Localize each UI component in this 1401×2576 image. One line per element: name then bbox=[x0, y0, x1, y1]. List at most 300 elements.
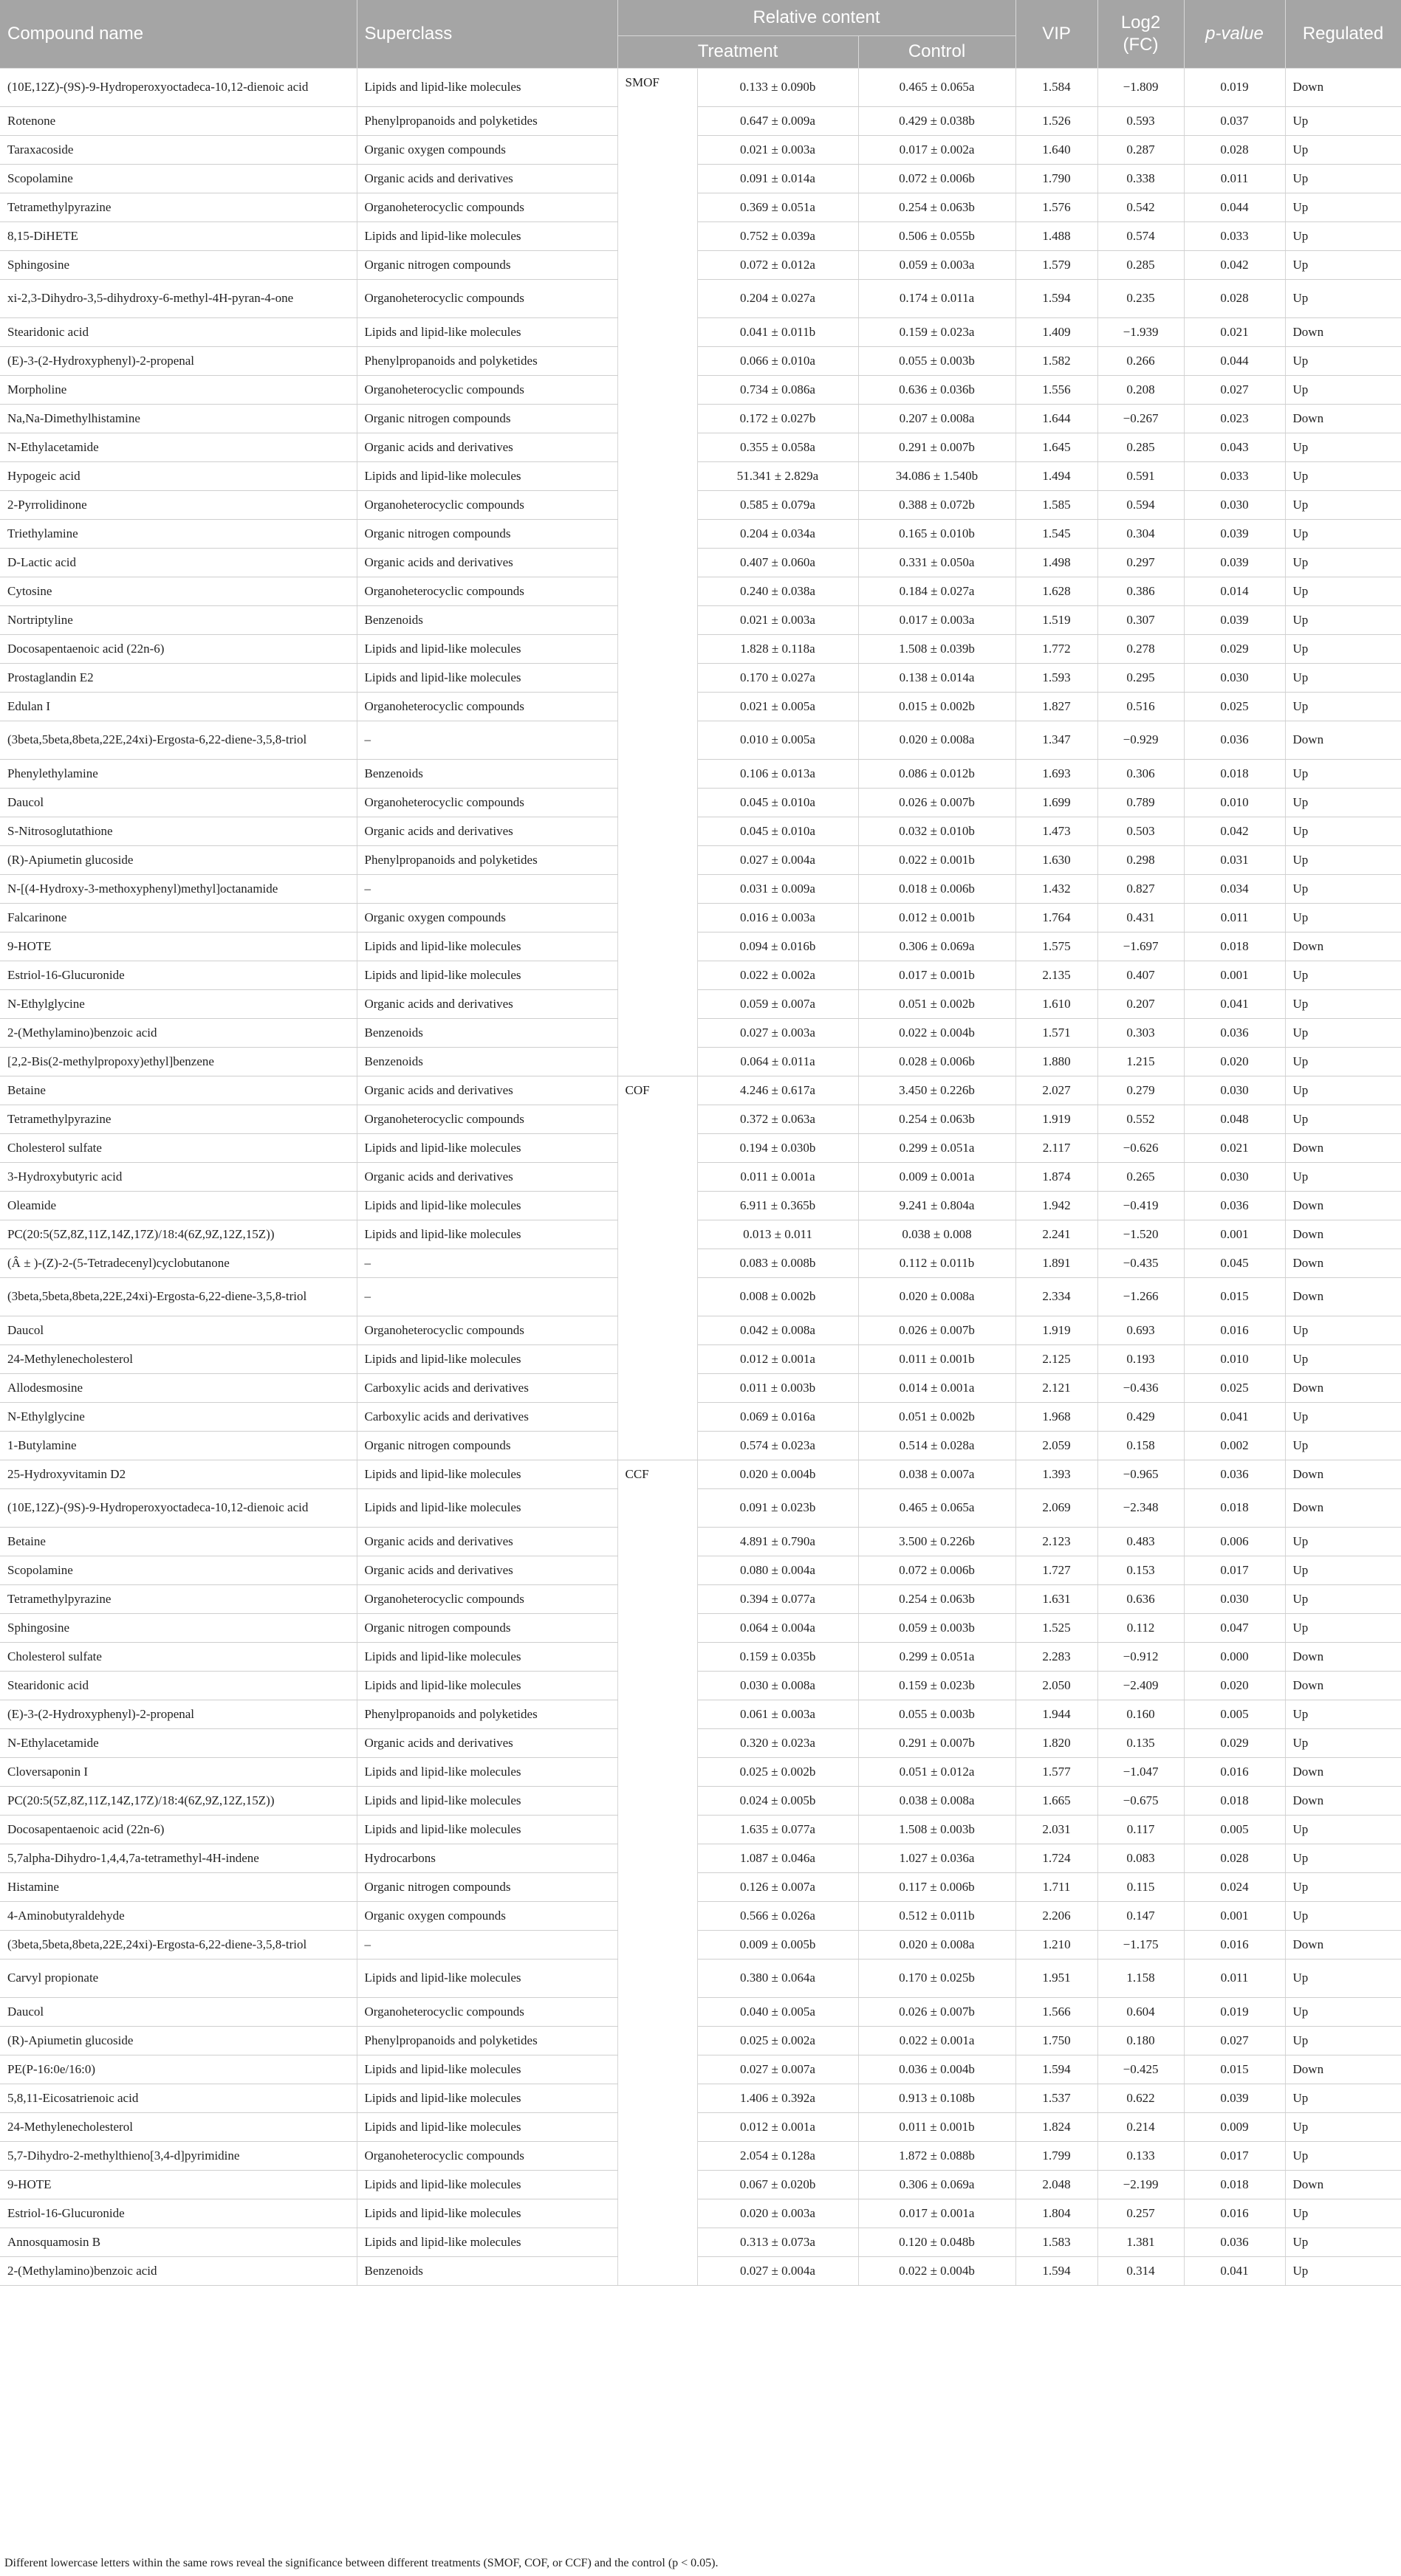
control-value-cell: 0.306 ± 0.069a bbox=[858, 2170, 1015, 2199]
regulated-cell: Down bbox=[1285, 68, 1401, 106]
vip-cell: 2.125 bbox=[1015, 1344, 1097, 1373]
p-value-cell: 0.001 bbox=[1184, 1220, 1285, 1248]
log2fc-cell: 0.193 bbox=[1097, 1344, 1184, 1373]
p-value-cell: 0.028 bbox=[1184, 279, 1285, 317]
vip-cell: 1.665 bbox=[1015, 1786, 1097, 1815]
log2fc-cell: 0.503 bbox=[1097, 817, 1184, 845]
treatment-value-cell: 4.891 ± 0.790a bbox=[697, 1527, 858, 1556]
control-value-cell: 0.207 ± 0.008a bbox=[858, 404, 1015, 433]
regulated-cell: Down bbox=[1285, 2170, 1401, 2199]
p-value-cell: 0.028 bbox=[1184, 1844, 1285, 1872]
table-row bbox=[0, 1872, 1401, 1901]
table-row bbox=[0, 375, 1401, 404]
table-row bbox=[0, 874, 1401, 903]
regulated-cell: Up bbox=[1285, 164, 1401, 193]
log2fc-cell: −1.175 bbox=[1097, 1930, 1184, 1959]
log2fc-cell: −0.425 bbox=[1097, 2055, 1184, 2084]
superclass-cell: Organoheterocyclic compounds bbox=[357, 279, 617, 317]
vip-cell: 1.944 bbox=[1015, 1700, 1097, 1728]
log2fc-cell: 0.257 bbox=[1097, 2199, 1184, 2228]
table-row bbox=[0, 759, 1401, 788]
superclass-cell: Organoheterocyclic compounds bbox=[357, 577, 617, 605]
superclass-cell: Lipids and lipid-like molecules bbox=[357, 317, 617, 346]
vip-cell: 1.711 bbox=[1015, 1872, 1097, 1901]
header-control: Control bbox=[858, 35, 1015, 68]
table-row bbox=[0, 1191, 1401, 1220]
treatment-value-cell: 0.027 ± 0.004a bbox=[697, 2256, 858, 2285]
control-value-cell: 0.299 ± 0.051a bbox=[858, 1642, 1015, 1671]
p-value-cell: 0.020 bbox=[1184, 1671, 1285, 1700]
log2fc-cell: 1.381 bbox=[1097, 2228, 1184, 2256]
regulated-cell: Up bbox=[1285, 1584, 1401, 1613]
superclass-cell: Organic nitrogen compounds bbox=[357, 1613, 617, 1642]
regulated-cell: Up bbox=[1285, 1613, 1401, 1642]
regulated-cell: Up bbox=[1285, 519, 1401, 548]
treatment-value-cell: 0.394 ± 0.077a bbox=[697, 1584, 858, 1613]
regulated-cell: Up bbox=[1285, 2199, 1401, 2228]
compound-name-cell: (3beta,5beta,8beta,22E,24xi)-Ergosta-6,22-diene-3,5,8-triol bbox=[0, 721, 357, 759]
p-value-cell: 0.015 bbox=[1184, 2055, 1285, 2084]
compound-name-cell: 2-(Methylamino)benzoic acid bbox=[0, 1018, 357, 1047]
log2fc-cell: 0.542 bbox=[1097, 193, 1184, 221]
vip-cell: 1.498 bbox=[1015, 548, 1097, 577]
regulated-cell: Up bbox=[1285, 2112, 1401, 2141]
compound-name-cell: Nortriptyline bbox=[0, 605, 357, 634]
log2fc-cell: 0.789 bbox=[1097, 788, 1184, 817]
vip-cell: 1.409 bbox=[1015, 317, 1097, 346]
vip-cell: 2.206 bbox=[1015, 1901, 1097, 1930]
table-row bbox=[0, 1757, 1401, 1786]
treatment-group-cell: COF bbox=[617, 1076, 697, 1460]
control-value-cell: 1.027 ± 0.036a bbox=[858, 1844, 1015, 1872]
vip-cell: 2.031 bbox=[1015, 1815, 1097, 1844]
superclass-cell: Lipids and lipid-like molecules bbox=[357, 1642, 617, 1671]
superclass-cell: Lipids and lipid-like molecules bbox=[357, 1460, 617, 1488]
compound-name-cell: Estriol-16-Glucuronide bbox=[0, 2199, 357, 2228]
p-value-cell: 0.030 bbox=[1184, 663, 1285, 692]
regulated-cell: Down bbox=[1285, 404, 1401, 433]
superclass-cell: Lipids and lipid-like molecules bbox=[357, 2228, 617, 2256]
vip-cell: 2.135 bbox=[1015, 961, 1097, 989]
treatment-value-cell: 1.828 ± 0.118a bbox=[697, 634, 858, 663]
vip-cell: 1.631 bbox=[1015, 1584, 1097, 1613]
compound-name-cell: 25-Hydroxyvitamin D2 bbox=[0, 1460, 357, 1488]
p-value-cell: 0.011 bbox=[1184, 1959, 1285, 1997]
treatment-value-cell: 0.194 ± 0.030b bbox=[697, 1133, 858, 1162]
log2fc-cell: 0.574 bbox=[1097, 221, 1184, 250]
treatment-value-cell: 0.045 ± 0.010a bbox=[697, 788, 858, 817]
vip-cell: 1.880 bbox=[1015, 1047, 1097, 1076]
p-value-cell: 0.041 bbox=[1184, 2256, 1285, 2285]
control-value-cell: 0.465 ± 0.065a bbox=[858, 68, 1015, 106]
regulated-cell: Up bbox=[1285, 1527, 1401, 1556]
table-row bbox=[0, 106, 1401, 135]
superclass-cell: Lipids and lipid-like molecules bbox=[357, 2199, 617, 2228]
superclass-cell: – bbox=[357, 1930, 617, 1959]
compound-name-cell: Morpholine bbox=[0, 375, 357, 404]
control-value-cell: 0.055 ± 0.003b bbox=[858, 1700, 1015, 1728]
treatment-value-cell: 0.011 ± 0.003b bbox=[697, 1373, 858, 1402]
regulated-cell: Up bbox=[1285, 1344, 1401, 1373]
log2fc-cell: 0.622 bbox=[1097, 2084, 1184, 2112]
p-value-cell: 0.011 bbox=[1184, 903, 1285, 932]
treatment-value-cell: 0.020 ± 0.003a bbox=[697, 2199, 858, 2228]
superclass-cell: Lipids and lipid-like molecules bbox=[357, 2112, 617, 2141]
treatment-value-cell: 0.080 ± 0.004a bbox=[697, 1556, 858, 1584]
compound-name-cell: Cholesterol sulfate bbox=[0, 1642, 357, 1671]
treatment-value-cell: 0.027 ± 0.003a bbox=[697, 1018, 858, 1047]
table-row bbox=[0, 1133, 1401, 1162]
superclass-cell: Organic nitrogen compounds bbox=[357, 1431, 617, 1460]
superclass-cell: Lipids and lipid-like molecules bbox=[357, 1191, 617, 1220]
table-row bbox=[0, 548, 1401, 577]
treatment-value-cell: 0.407 ± 0.060a bbox=[697, 548, 858, 577]
p-value-cell: 0.019 bbox=[1184, 1997, 1285, 2026]
p-value-cell: 0.017 bbox=[1184, 1556, 1285, 1584]
control-value-cell: 0.072 ± 0.006b bbox=[858, 164, 1015, 193]
superclass-cell: Organic nitrogen compounds bbox=[357, 519, 617, 548]
treatment-value-cell: 0.566 ± 0.026a bbox=[697, 1901, 858, 1930]
table-row bbox=[0, 2256, 1401, 2285]
vip-cell: 1.488 bbox=[1015, 221, 1097, 250]
treatment-value-cell: 0.752 ± 0.039a bbox=[697, 221, 858, 250]
superclass-cell: Lipids and lipid-like molecules bbox=[357, 663, 617, 692]
superclass-cell: Organic oxygen compounds bbox=[357, 135, 617, 164]
compound-name-cell: Cloversaponin I bbox=[0, 1757, 357, 1786]
table-row bbox=[0, 1815, 1401, 1844]
control-value-cell: 0.014 ± 0.001a bbox=[858, 1373, 1015, 1402]
regulated-cell: Up bbox=[1285, 279, 1401, 317]
p-value-cell: 0.018 bbox=[1184, 1488, 1285, 1527]
regulated-cell: Up bbox=[1285, 1162, 1401, 1191]
header-relative-content: Relative content bbox=[617, 0, 1015, 35]
compound-name-cell: 8,15-DiHETE bbox=[0, 221, 357, 250]
compound-name-cell: Daucol bbox=[0, 1316, 357, 1344]
treatment-value-cell: 0.021 ± 0.003a bbox=[697, 605, 858, 634]
control-value-cell: 3.450 ± 0.226b bbox=[858, 1076, 1015, 1105]
header-treatment: Treatment bbox=[617, 35, 858, 68]
compound-name-cell: S-Nitrosoglutathione bbox=[0, 817, 357, 845]
control-value-cell: 0.026 ± 0.007b bbox=[858, 788, 1015, 817]
control-value-cell: 0.159 ± 0.023a bbox=[858, 317, 1015, 346]
treatment-value-cell: 0.734 ± 0.086a bbox=[697, 375, 858, 404]
table-row bbox=[0, 2141, 1401, 2170]
p-value-cell: 0.042 bbox=[1184, 250, 1285, 279]
p-value-cell: 0.018 bbox=[1184, 932, 1285, 961]
log2fc-cell: −0.965 bbox=[1097, 1460, 1184, 1488]
compound-name-cell: Sphingosine bbox=[0, 250, 357, 279]
table-row bbox=[0, 1959, 1401, 1997]
regulated-cell: Up bbox=[1285, 817, 1401, 845]
compound-name-cell: 9-HOTE bbox=[0, 932, 357, 961]
p-value-cell: 0.029 bbox=[1184, 634, 1285, 663]
regulated-cell: Up bbox=[1285, 634, 1401, 663]
table-row bbox=[0, 2112, 1401, 2141]
compound-name-cell: Taraxacoside bbox=[0, 135, 357, 164]
vip-cell: 1.824 bbox=[1015, 2112, 1097, 2141]
regulated-cell: Up bbox=[1285, 788, 1401, 817]
treatment-value-cell: 0.041 ± 0.011b bbox=[697, 317, 858, 346]
control-value-cell: 0.028 ± 0.006b bbox=[858, 1047, 1015, 1076]
superclass-cell: Lipids and lipid-like molecules bbox=[357, 961, 617, 989]
table-row bbox=[0, 1248, 1401, 1277]
compound-name-cell: [2,2-Bis(2-methylpropoxy)ethyl]benzene bbox=[0, 1047, 357, 1076]
control-value-cell: 3.500 ± 0.226b bbox=[858, 1527, 1015, 1556]
log2fc-cell: 0.158 bbox=[1097, 1431, 1184, 1460]
compound-name-cell: Tetramethylpyrazine bbox=[0, 193, 357, 221]
regulated-cell: Up bbox=[1285, 346, 1401, 375]
treatment-value-cell: 1.087 ± 0.046a bbox=[697, 1844, 858, 1872]
log2fc-cell: 0.083 bbox=[1097, 1844, 1184, 1872]
control-value-cell: 0.165 ± 0.010b bbox=[858, 519, 1015, 548]
vip-cell: 1.919 bbox=[1015, 1316, 1097, 1344]
table-row bbox=[0, 817, 1401, 845]
log2fc-cell: 0.133 bbox=[1097, 2141, 1184, 2170]
compound-name-cell: (Â ± )-(Z)-2-(5-Tetradecenyl)cyclobutanone bbox=[0, 1248, 357, 1277]
p-value-cell: 0.028 bbox=[1184, 135, 1285, 164]
superclass-cell: Organic acids and derivatives bbox=[357, 164, 617, 193]
compound-name-cell: Sphingosine bbox=[0, 1613, 357, 1642]
regulated-cell: Up bbox=[1285, 2256, 1401, 2285]
log2fc-cell: 0.303 bbox=[1097, 1018, 1184, 1047]
superclass-cell: Lipids and lipid-like molecules bbox=[357, 932, 617, 961]
p-value-cell: 0.042 bbox=[1184, 817, 1285, 845]
regulated-cell: Up bbox=[1285, 1431, 1401, 1460]
treatment-value-cell: 0.172 ± 0.027b bbox=[697, 404, 858, 433]
superclass-cell: Lipids and lipid-like molecules bbox=[357, 461, 617, 490]
control-value-cell: 0.038 ± 0.007a bbox=[858, 1460, 1015, 1488]
superclass-cell: Organoheterocyclic compounds bbox=[357, 193, 617, 221]
log2fc-cell: 0.112 bbox=[1097, 1613, 1184, 1642]
table-row bbox=[0, 2026, 1401, 2055]
p-value-cell: 0.015 bbox=[1184, 1277, 1285, 1316]
regulated-cell: Up bbox=[1285, 106, 1401, 135]
vip-cell: 1.494 bbox=[1015, 461, 1097, 490]
regulated-cell: Up bbox=[1285, 1047, 1401, 1076]
treatment-value-cell: 0.126 ± 0.007a bbox=[697, 1872, 858, 1901]
control-value-cell: 0.051 ± 0.012a bbox=[858, 1757, 1015, 1786]
compound-name-cell: Betaine bbox=[0, 1527, 357, 1556]
superclass-cell: Organic acids and derivatives bbox=[357, 989, 617, 1018]
treatment-value-cell: 0.025 ± 0.002a bbox=[697, 2026, 858, 2055]
table-row bbox=[0, 1431, 1401, 1460]
log2fc-cell: 0.287 bbox=[1097, 135, 1184, 164]
superclass-cell: Phenylpropanoids and polyketides bbox=[357, 845, 617, 874]
superclass-cell: Organoheterocyclic compounds bbox=[357, 788, 617, 817]
treatment-group-cell: SMOF bbox=[617, 68, 697, 1076]
superclass-cell: Organic nitrogen compounds bbox=[357, 404, 617, 433]
compound-name-cell: (10E,12Z)-(9S)-9-Hydroperoxyoctadeca-10,12-dienoic acid bbox=[0, 68, 357, 106]
vip-cell: 2.050 bbox=[1015, 1671, 1097, 1700]
vip-cell: 1.750 bbox=[1015, 2026, 1097, 2055]
table-row bbox=[0, 1162, 1401, 1191]
regulated-cell: Up bbox=[1285, 845, 1401, 874]
superclass-cell: Hydrocarbons bbox=[357, 1844, 617, 1872]
table-row bbox=[0, 1373, 1401, 1402]
superclass-cell: Lipids and lipid-like molecules bbox=[357, 1959, 617, 1997]
treatment-value-cell: 0.170 ± 0.027a bbox=[697, 663, 858, 692]
table-row bbox=[0, 663, 1401, 692]
log2fc-cell: 0.594 bbox=[1097, 490, 1184, 519]
log2fc-cell: 0.147 bbox=[1097, 1901, 1184, 1930]
log2fc-cell: 0.693 bbox=[1097, 1316, 1184, 1344]
treatment-value-cell: 0.027 ± 0.004a bbox=[697, 845, 858, 874]
table-row bbox=[0, 2170, 1401, 2199]
log2fc-cell: 0.307 bbox=[1097, 605, 1184, 634]
vip-cell: 1.519 bbox=[1015, 605, 1097, 634]
treatment-value-cell: 2.054 ± 0.128a bbox=[697, 2141, 858, 2170]
log2fc-cell: 1.215 bbox=[1097, 1047, 1184, 1076]
control-value-cell: 0.429 ± 0.038b bbox=[858, 106, 1015, 135]
control-value-cell: 0.022 ± 0.001a bbox=[858, 2026, 1015, 2055]
table-row bbox=[0, 1671, 1401, 1700]
table-row bbox=[0, 519, 1401, 548]
log2fc-cell: 0.153 bbox=[1097, 1556, 1184, 1584]
compound-name-cell: Scopolamine bbox=[0, 1556, 357, 1584]
table-row bbox=[0, 433, 1401, 461]
control-value-cell: 34.086 ± 1.540b bbox=[858, 461, 1015, 490]
log2fc-cell: 1.158 bbox=[1097, 1959, 1184, 1997]
control-value-cell: 0.022 ± 0.001b bbox=[858, 845, 1015, 874]
regulated-cell: Down bbox=[1285, 317, 1401, 346]
regulated-cell: Up bbox=[1285, 548, 1401, 577]
vip-cell: 1.764 bbox=[1015, 903, 1097, 932]
control-value-cell: 0.159 ± 0.023b bbox=[858, 1671, 1015, 1700]
p-value-cell: 0.043 bbox=[1184, 433, 1285, 461]
treatment-value-cell: 0.091 ± 0.014a bbox=[697, 164, 858, 193]
control-value-cell: 0.017 ± 0.001b bbox=[858, 961, 1015, 989]
p-value-cell: 0.019 bbox=[1184, 68, 1285, 106]
table-row bbox=[0, 1728, 1401, 1757]
compound-name-cell: Daucol bbox=[0, 1997, 357, 2026]
regulated-cell: Up bbox=[1285, 1997, 1401, 2026]
vip-cell: 1.610 bbox=[1015, 989, 1097, 1018]
table-row bbox=[0, 1105, 1401, 1133]
compound-name-cell: Na,Na-Dimethylhistamine bbox=[0, 404, 357, 433]
control-value-cell: 0.465 ± 0.065a bbox=[858, 1488, 1015, 1527]
control-value-cell: 0.012 ± 0.001b bbox=[858, 903, 1015, 932]
treatment-value-cell: 0.574 ± 0.023a bbox=[697, 1431, 858, 1460]
log2fc-cell: −1.809 bbox=[1097, 68, 1184, 106]
superclass-cell: Organic acids and derivatives bbox=[357, 1728, 617, 1757]
superclass-cell: Lipids and lipid-like molecules bbox=[357, 221, 617, 250]
compound-name-cell: Oleamide bbox=[0, 1191, 357, 1220]
log2fc-cell: −0.912 bbox=[1097, 1642, 1184, 1671]
compound-name-cell: D-Lactic acid bbox=[0, 548, 357, 577]
log2fc-cell: 0.593 bbox=[1097, 106, 1184, 135]
regulated-cell: Down bbox=[1285, 1930, 1401, 1959]
p-value-cell: 0.036 bbox=[1184, 1460, 1285, 1488]
p-value-cell: 0.036 bbox=[1184, 1018, 1285, 1047]
control-value-cell: 0.051 ± 0.002b bbox=[858, 1402, 1015, 1431]
vip-cell: 1.804 bbox=[1015, 2199, 1097, 2228]
superclass-cell: – bbox=[357, 1248, 617, 1277]
p-value-cell: 0.047 bbox=[1184, 1613, 1285, 1642]
regulated-cell: Down bbox=[1285, 1373, 1401, 1402]
superclass-cell: Benzenoids bbox=[357, 1018, 617, 1047]
table-row bbox=[0, 1047, 1401, 1076]
p-value-cell: 0.014 bbox=[1184, 577, 1285, 605]
compound-name-cell: 4-Aminobutyraldehyde bbox=[0, 1901, 357, 1930]
compound-name-cell: Phenylethylamine bbox=[0, 759, 357, 788]
table-row bbox=[0, 221, 1401, 250]
p-value-cell: 0.039 bbox=[1184, 519, 1285, 548]
log2fc-cell: 0.115 bbox=[1097, 1872, 1184, 1901]
vip-cell: 1.593 bbox=[1015, 663, 1097, 692]
table-row bbox=[0, 461, 1401, 490]
regulated-cell: Up bbox=[1285, 989, 1401, 1018]
superclass-cell: Phenylpropanoids and polyketides bbox=[357, 346, 617, 375]
p-value-cell: 0.034 bbox=[1184, 874, 1285, 903]
table-body bbox=[0, 68, 1401, 2285]
vip-cell: 1.772 bbox=[1015, 634, 1097, 663]
table-row bbox=[0, 68, 1401, 106]
control-value-cell: 0.170 ± 0.025b bbox=[858, 1959, 1015, 1997]
control-value-cell: 0.072 ± 0.006b bbox=[858, 1556, 1015, 1584]
log2fc-cell: −0.435 bbox=[1097, 1248, 1184, 1277]
log2fc-cell: −1.266 bbox=[1097, 1277, 1184, 1316]
table-row bbox=[0, 1277, 1401, 1316]
p-value-cell: 0.036 bbox=[1184, 2228, 1285, 2256]
compound-name-cell: Daucol bbox=[0, 788, 357, 817]
treatment-value-cell: 0.021 ± 0.003a bbox=[697, 135, 858, 164]
superclass-cell: Benzenoids bbox=[357, 1047, 617, 1076]
vip-cell: 1.919 bbox=[1015, 1105, 1097, 1133]
treatment-value-cell: 0.020 ± 0.004b bbox=[697, 1460, 858, 1488]
table-row bbox=[0, 692, 1401, 721]
log2fc-cell: 0.407 bbox=[1097, 961, 1184, 989]
table-row bbox=[0, 1997, 1401, 2026]
table-row bbox=[0, 721, 1401, 759]
superclass-cell: Carboxylic acids and derivatives bbox=[357, 1402, 617, 1431]
table-row bbox=[0, 2084, 1401, 2112]
p-value-cell: 0.021 bbox=[1184, 317, 1285, 346]
superclass-cell: Lipids and lipid-like molecules bbox=[357, 1344, 617, 1373]
superclass-cell: Lipids and lipid-like molecules bbox=[357, 1220, 617, 1248]
compound-name-cell: Estriol-16-Glucuronide bbox=[0, 961, 357, 989]
regulated-cell: Down bbox=[1285, 1220, 1401, 1248]
compound-name-cell: Stearidonic acid bbox=[0, 317, 357, 346]
superclass-cell: Lipids and lipid-like molecules bbox=[357, 2084, 617, 2112]
vip-cell: 1.594 bbox=[1015, 2055, 1097, 2084]
p-value-cell: 0.020 bbox=[1184, 1047, 1285, 1076]
table-row bbox=[0, 634, 1401, 663]
vip-cell: 1.526 bbox=[1015, 106, 1097, 135]
vip-cell: 1.347 bbox=[1015, 721, 1097, 759]
vip-cell: 1.891 bbox=[1015, 1248, 1097, 1277]
treatment-value-cell: 0.024 ± 0.005b bbox=[697, 1786, 858, 1815]
compound-name-cell: Annosquamosin B bbox=[0, 2228, 357, 2256]
treatment-value-cell: 0.320 ± 0.023a bbox=[697, 1728, 858, 1757]
vip-cell: 2.123 bbox=[1015, 1527, 1097, 1556]
vip-cell: 2.241 bbox=[1015, 1220, 1097, 1248]
compound-name-cell: 5,7alpha-Dihydro-1,4,4,7a-tetramethyl-4H-indene bbox=[0, 1844, 357, 1872]
p-value-cell: 0.000 bbox=[1184, 1642, 1285, 1671]
control-value-cell: 0.254 ± 0.063b bbox=[858, 193, 1015, 221]
superclass-cell: Organoheterocyclic compounds bbox=[357, 490, 617, 519]
compound-name-cell: Falcarinone bbox=[0, 903, 357, 932]
regulated-cell: Up bbox=[1285, 1901, 1401, 1930]
log2fc-cell: 0.297 bbox=[1097, 548, 1184, 577]
regulated-cell: Up bbox=[1285, 1105, 1401, 1133]
p-value-cell: 0.001 bbox=[1184, 1901, 1285, 1930]
superclass-cell: – bbox=[357, 721, 617, 759]
treatment-value-cell: 0.083 ± 0.008b bbox=[697, 1248, 858, 1277]
compound-name-cell: Triethylamine bbox=[0, 519, 357, 548]
log2fc-cell: 0.235 bbox=[1097, 279, 1184, 317]
superclass-cell: Organic oxygen compounds bbox=[357, 903, 617, 932]
control-value-cell: 0.055 ± 0.003b bbox=[858, 346, 1015, 375]
